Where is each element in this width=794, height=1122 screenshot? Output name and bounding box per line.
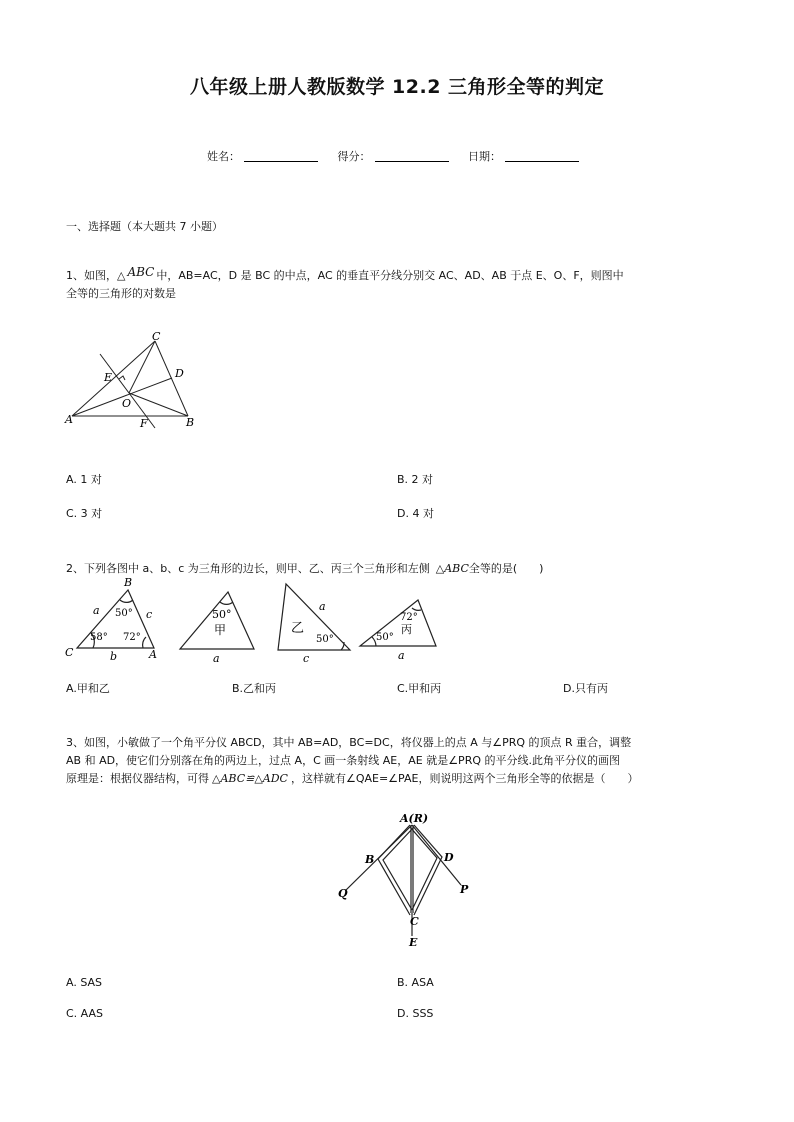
q2-jia-angle: 50° bbox=[212, 608, 232, 621]
q1-right-angle-mark bbox=[119, 376, 125, 380]
q3-arm-ABC-outer bbox=[378, 825, 410, 915]
q2-jia-name: 甲 bbox=[214, 623, 227, 637]
question-3-text bbox=[66, 734, 766, 788]
q1-label-E: E bbox=[104, 371, 113, 384]
q1-label-D: D bbox=[175, 367, 184, 380]
q2-bing-angle-left: 50° bbox=[376, 632, 394, 643]
section-heading: 一、选择题（本大题共 7 小题） bbox=[66, 220, 223, 233]
q2-option-c[interactable]: C.甲和丙 bbox=[397, 682, 442, 695]
q2-left-label-b: b bbox=[110, 650, 118, 663]
q3-label-B: B bbox=[365, 853, 375, 866]
q1-label-C: C bbox=[152, 330, 161, 343]
q1-prefix: 1、如图， bbox=[66, 269, 117, 282]
q3-option-d[interactable]: D. SSS bbox=[397, 1007, 434, 1020]
q3-line1: 3、如图，小敏做了一个角平分仪 ABCD，其中 AB=AD，BC=DC，将仪器上的点 A 与∠PRQ 的顶点 R 重合，调整 bbox=[66, 736, 632, 749]
q2-bing-arc-top bbox=[412, 608, 421, 610]
q2-left-triangle bbox=[77, 590, 154, 648]
q1-option-c[interactable]: C. 3 对 bbox=[66, 507, 103, 520]
q1-label-O: O bbox=[122, 397, 132, 410]
q2-abc: ABC bbox=[444, 562, 469, 575]
q3-label-D: D bbox=[444, 851, 454, 864]
q3-label-C: C bbox=[410, 915, 419, 928]
q2-bing-side: a bbox=[398, 649, 405, 662]
q3-arm-ABC-inner bbox=[383, 827, 414, 910]
q3-line3-suffix: ，这样就有∠QAE=∠PAE，则说明这两个三角形全等的依据是（ ） bbox=[290, 772, 639, 785]
q1-figure bbox=[62, 330, 212, 435]
q2-option-b[interactable]: B.乙和丙 bbox=[232, 682, 277, 695]
q3-line3-prefix: 原理是：根据仪器结构，可得 bbox=[66, 772, 209, 785]
q1-label-B: B bbox=[186, 416, 195, 429]
q2-yi-side-a: a bbox=[319, 600, 326, 613]
q3-option-b[interactable]: B. ASA bbox=[397, 976, 434, 989]
q3-arm-ADC-outer bbox=[414, 825, 442, 915]
q2-text-suffix: 全等的是( ) bbox=[468, 562, 544, 575]
student-info-line bbox=[0, 148, 794, 164]
q2-bing-angle-top: 72° bbox=[400, 612, 418, 623]
name-label: 姓名： bbox=[207, 150, 240, 163]
q1-seg-OC bbox=[129, 341, 155, 393]
q1-abc: ABC bbox=[127, 265, 155, 279]
q1-line1-rest: 中，AB=AC，D 是 BC 的中点，AC 的垂直平分线分别交 AC、AD、AB 于点 E、O、F，则图中 bbox=[156, 269, 624, 282]
q2-left-angle-A: 72° bbox=[123, 632, 141, 643]
q2-yi-arc bbox=[341, 642, 344, 650]
q3-ray-RP bbox=[412, 825, 461, 885]
q2-jia-side: a bbox=[213, 652, 220, 665]
q2-yi-name: 乙 bbox=[291, 621, 305, 636]
q2-left-angle-B: 50° bbox=[115, 608, 133, 619]
q1-label-F: F bbox=[140, 417, 148, 430]
q2-left-arc-B bbox=[120, 600, 133, 602]
question-1-text bbox=[66, 263, 736, 303]
q1-triangle-symbol: △ bbox=[117, 269, 126, 282]
q2-figures bbox=[60, 574, 460, 666]
q3-label-E: E bbox=[409, 936, 418, 948]
score-blank[interactable] bbox=[375, 151, 449, 162]
q2-triangle-symbol: △ bbox=[435, 562, 445, 575]
q1-option-d[interactable]: D. 4 对 bbox=[397, 507, 434, 520]
q1-label-A: A bbox=[65, 413, 73, 426]
q2-left-label-B: B bbox=[124, 576, 133, 589]
q2-yi-triangle bbox=[278, 584, 350, 650]
q2-left-label-A: A bbox=[149, 648, 157, 661]
q2-left-label-c: c bbox=[146, 608, 153, 621]
q3-label-P: P bbox=[460, 883, 469, 896]
q2-left-arc-A bbox=[143, 637, 146, 648]
q3-option-a[interactable]: A. SAS bbox=[66, 976, 103, 989]
q1-option-a[interactable]: A. 1 对 bbox=[66, 473, 102, 486]
q3-line3-math: △ABC≌△ADC bbox=[212, 772, 288, 785]
score-label: 得分： bbox=[337, 150, 371, 163]
q1-option-b[interactable]: B. 2 对 bbox=[397, 473, 434, 486]
q2-bing-name: 丙 bbox=[401, 623, 412, 636]
q2-bing-triangle bbox=[360, 600, 436, 646]
q3-line2: AB 和 AD，使它们分别落在角的两边上，过点 A，C 画一条射线 AE，AE 就是∠PRQ 的平分线.此角平分仪的画图 bbox=[66, 754, 620, 767]
q2-left-label-C: C bbox=[65, 646, 74, 659]
page-title: 八年级上册人教版数学 12.2 三角形全等的判定 bbox=[189, 76, 605, 98]
q3-label-AR: A(R) bbox=[400, 812, 429, 825]
q3-label-Q: Q bbox=[338, 887, 348, 900]
q2-jia-arc bbox=[220, 602, 233, 604]
q3-option-c[interactable]: C. AAS bbox=[66, 1007, 104, 1020]
q2-yi-side-c: c bbox=[303, 652, 310, 665]
q1-seg-AC bbox=[72, 341, 155, 416]
date-blank[interactable] bbox=[505, 151, 579, 162]
q2-option-a[interactable]: A.甲和乙 bbox=[66, 682, 110, 695]
date-label: 日期： bbox=[468, 150, 501, 163]
q2-option-d[interactable]: D.只有丙 bbox=[563, 682, 608, 695]
q2-yi-angle: 50° bbox=[316, 634, 334, 645]
q2-left-label-a: a bbox=[93, 604, 100, 617]
q1-line2: 全等的三角形的对数是 bbox=[66, 287, 176, 300]
q3-figure bbox=[330, 808, 480, 948]
name-blank[interactable] bbox=[244, 151, 318, 162]
q2-left-angle-C: 58° bbox=[90, 632, 108, 643]
q2-text-prefix: 2、下列各图中 a、b、c 为三角形的边长，则甲、乙、丙三个三角形和左侧 bbox=[66, 562, 430, 575]
